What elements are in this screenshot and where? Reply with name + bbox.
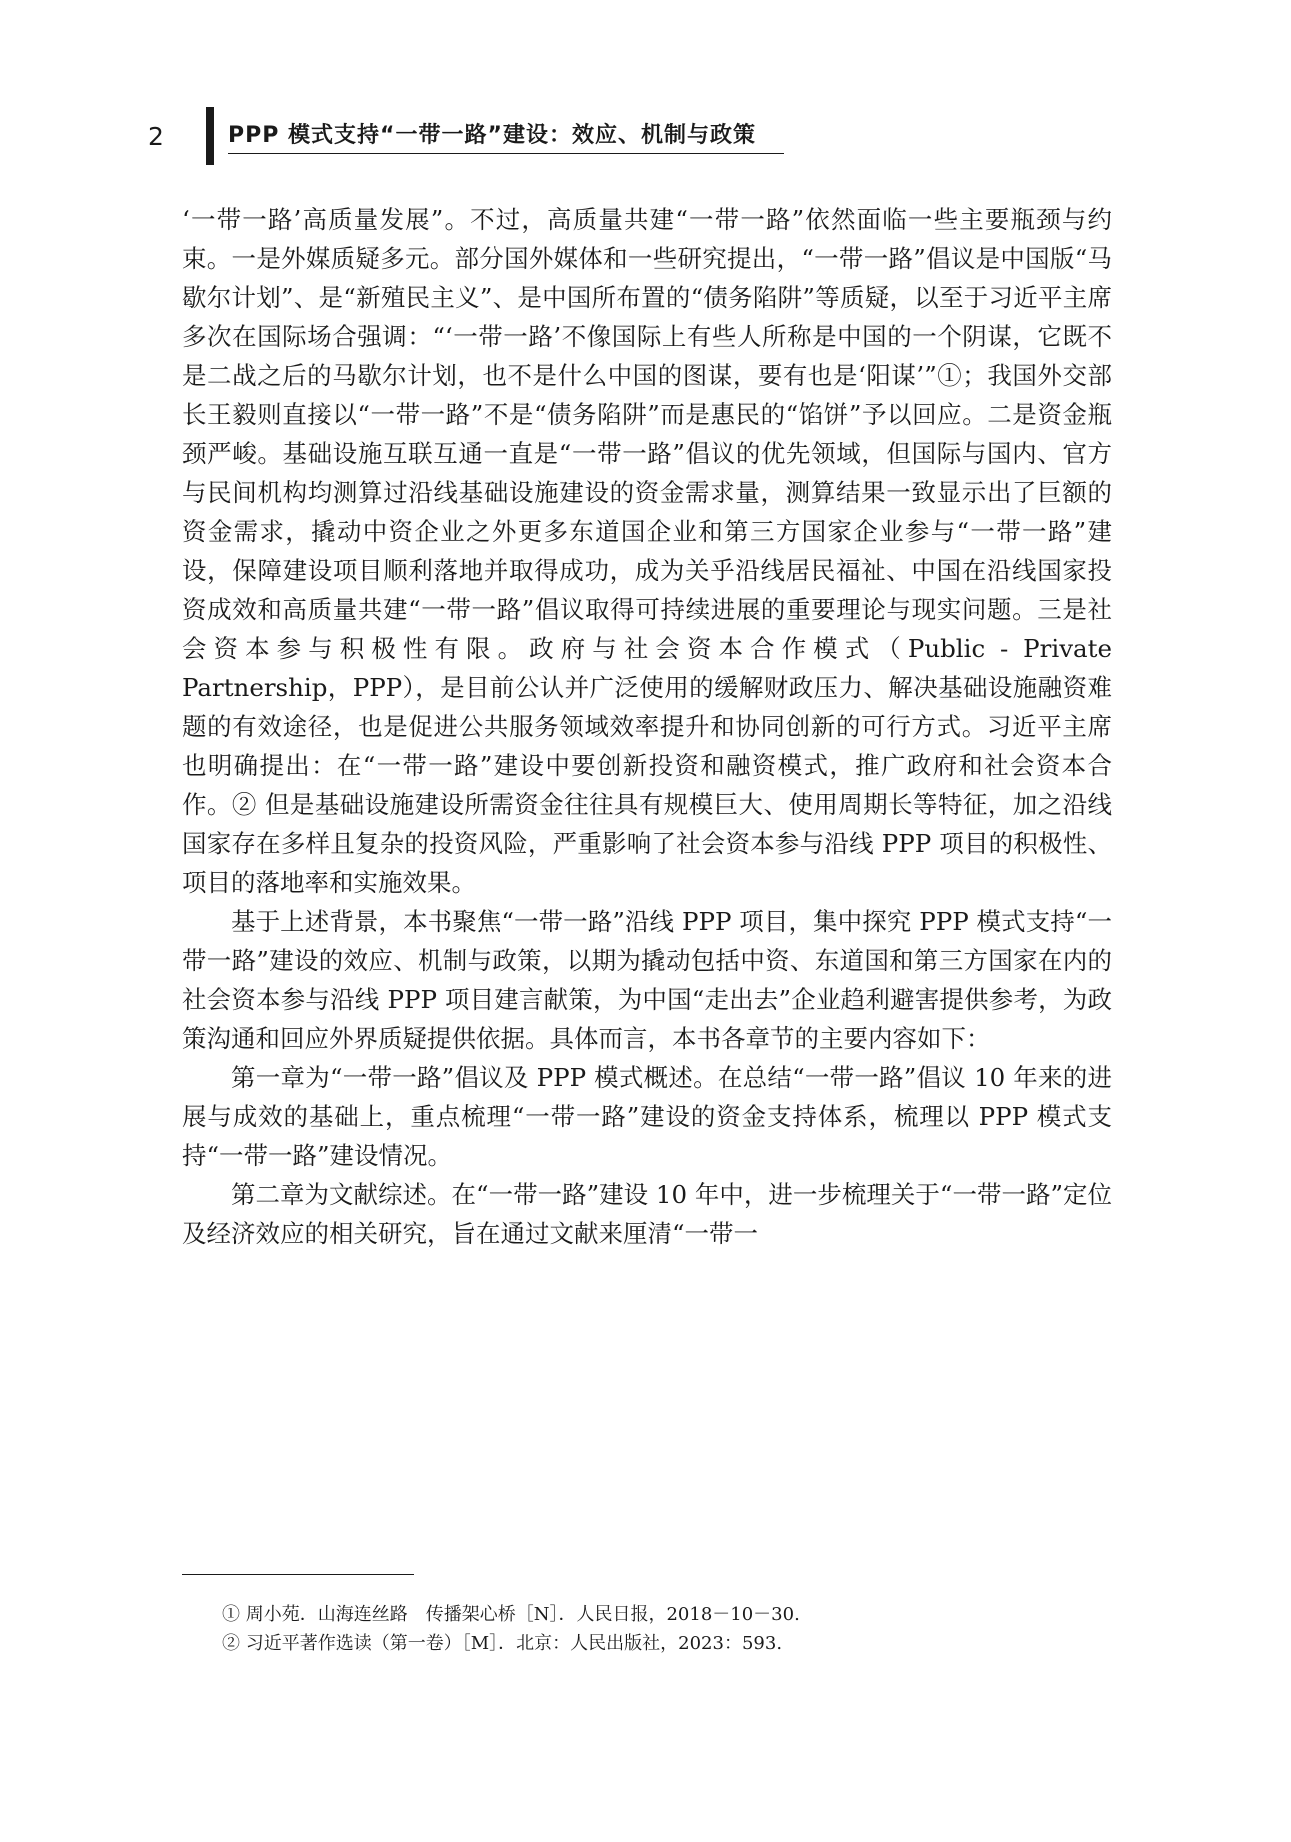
paragraph-2: 基于上述背景，本书聚焦“一带一路”沿线 PPP 项目，集中探究 PPP 模式支持“一带一路”建设的效应、机制与政策，以期为撬动包括中资、东道国和第三方国家在内的社会资本参与沿线 PPP 项目建言献策，为中国“走出去”企业趋利避害提供参考，为政策沟通和回应外界质疑提供依据。具体而言，本书各章节的主要内容如下： (182, 907, 1112, 1053)
page-number: 2 (148, 121, 164, 151)
footnote-separator (182, 1574, 414, 1575)
footnote-2: ② 习近平著作选读（第一卷）［M］．北京：人民出版社，2023：593. (222, 1633, 783, 1654)
header-divider-bar (206, 107, 214, 165)
footnote-1: ① 周小苑．山海连丝路 传播架心桥［N］．人民日报，2018－10－30. (222, 1604, 800, 1625)
footnotes (222, 1600, 1102, 1658)
body-text (182, 200, 1112, 1253)
paragraph-1: ‘一带一路’高质量发展”。不过，高质量共建“一带一路”依然面临一些主要瓶颈与约束。一是外媒质疑多元。部分国外媒体和一些研究提出，“一带一路”倡议是中国版“马歇尔计划”、是“新殖民主义”、是中国所布置的“债务陷阱”等质疑，以至于习近平主席多次在国际场合强调：“‘一带一路’不像国际上有些人所称是中国的一个阴谋，它既不是二战之后的马歇尔计划，也不是什么中国的图谋，要有也是‘阳谋’”①；我国外交部长王毅则直接以“一带一路”不是“债务陷阱”而是惠民的“馅饼”予以回应。二是资金瓶颈严峻。基础设施互联互通一直是“一带一路”倡议的优先领域，但国际与国内、官方与民间机构均测算过沿线基础设施建设的资金需求量，测算结果一致显示出了巨额的资金需求，撬动中资企业之外更多东道国企业和第三方国家企业参与“一带一路”建设，保障建设项目顺利落地并取得成功，成为关乎沿线居民福祉、中国在沿线国家投资成效和高质量共建“一带一路”倡议取得可持续进展的重要理论与现实问题。三是社会资本参与积极性有限。政府与社会资本合作模式（Public - Private Partnership，PPP），是目前公认并广泛使用的缓解财政压力、解决基础设施融资难题的有效途径，也是促进公共服务领域效率提升和协同创新的可行方式。习近平主席也明确提出：在“一带一路”建设中要创新投资和融资模式，推广政府和社会资本合作。② 但是基础设施建设所需资金往往具有规模巨大、使用周期长等特征，加之沿线国家存在多样且复杂的投资风险，严重影响了社会资本参与沿线 PPP 项目的积极性、项目的落地率和实施效果。 (182, 205, 1112, 897)
running-title: PPP 模式支持“一带一路”建设：效应、机制与政策 (228, 118, 784, 154)
paragraph-4: 第二章为文献综述。在“一带一路”建设 10 年中，进一步梳理关于“一带一路”定位及经济效应的相关研究，旨在通过文献来厘清“一带一 (182, 1180, 1112, 1248)
page-header (148, 106, 784, 166)
paragraph-3: 第一章为“一带一路”倡议及 PPP 模式概述。在总结“一带一路”倡议 10 年来的进展与成效的基础上，重点梳理“一带一路”建设的资金支持体系，梳理以 PPP 模式支持“一带一路”建设情况。 (182, 1063, 1112, 1170)
